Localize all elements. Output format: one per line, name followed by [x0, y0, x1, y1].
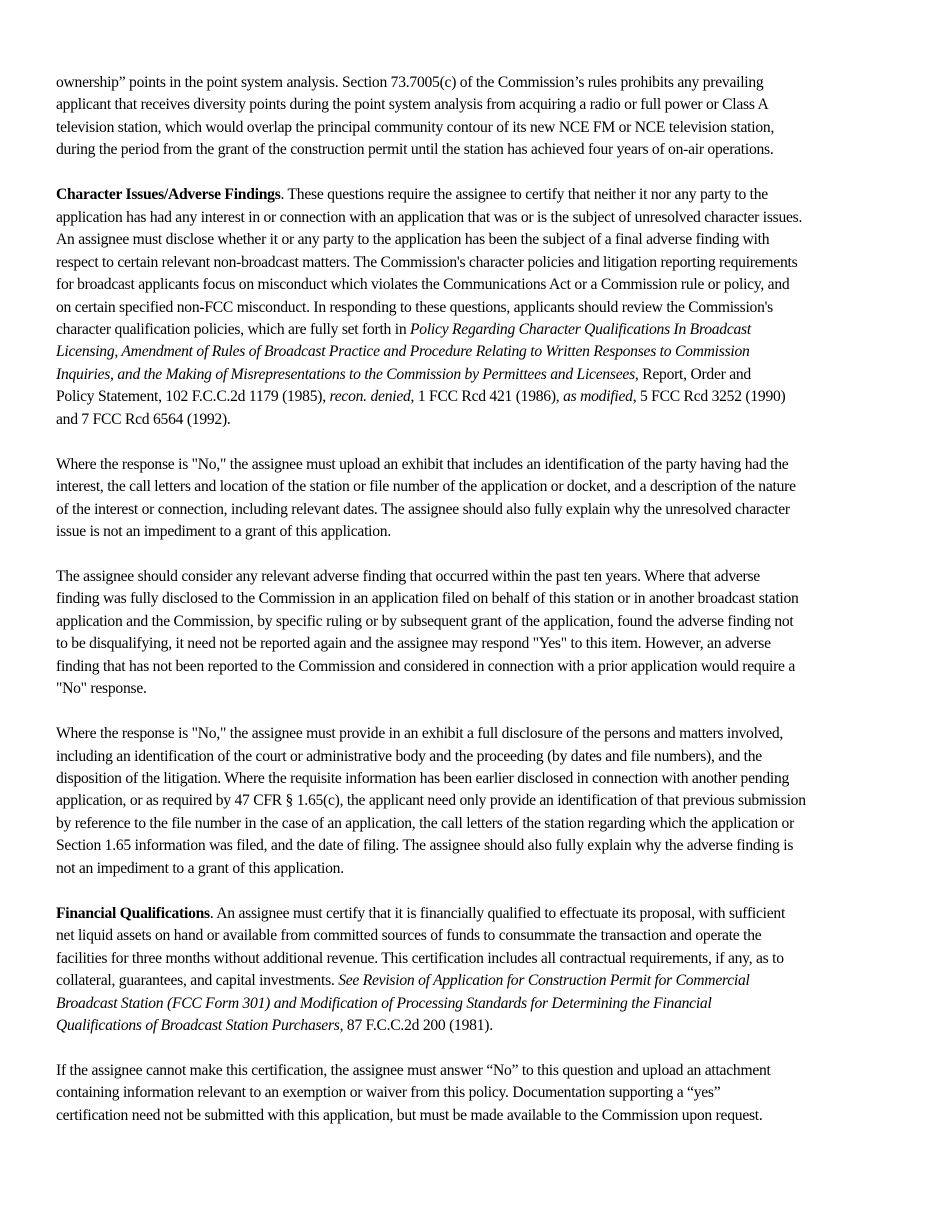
text-line: [56, 588, 916, 610]
text-segment: for broadcast applicants focus on misconduct which violates the Communications Act or a Commission rule or policy, and: [56, 276, 790, 294]
text-segment: , 5 FCC Rcd 3252 (1990): [632, 388, 786, 406]
text-segment: during the period from the grant of the construction permit until the station has achieved four years of on-air operations.: [56, 141, 774, 159]
text-line: [56, 499, 916, 521]
text-segment: television station, which would overlap the principal community contour of its new NCE FM or NCE television station,: [56, 118, 775, 136]
text-line: [56, 229, 916, 251]
section-heading: Financial Qualifications: [56, 904, 210, 922]
text-segment: . These questions require the assignee to certify that neither it nor any party to the: [280, 186, 768, 204]
text-line: [56, 813, 916, 835]
text-segment: finding was fully disclosed to the Commission in an application filed on behalf of this station or in another broadcast station: [56, 590, 799, 608]
citation-italic: Broadcast Station (FCC Form 301) and Modification of Processing Standards for Determining the Financial: [56, 994, 712, 1012]
text-segment: including an identification of the court or administrative body and the proceeding (by dates and file numbers), and the: [56, 747, 762, 765]
text-segment: on certain specified non-FCC misconduct. In responding to these questions, applicants should review the Commission's: [56, 298, 774, 316]
text-line: [56, 1082, 916, 1104]
text-line: [56, 1015, 916, 1037]
text-segment: character qualification policies, which are fully set forth in: [56, 320, 411, 338]
text-segment: facilities for three months without additional revenue. This certification includes all contractual requirements, if any, as to: [56, 949, 784, 967]
citation-italic: See Revision of Application for Construction Permit for Commercial: [338, 972, 750, 990]
text-segment: finding that has not been reported to the Commission and considered in connection with a prior application would require a: [56, 657, 796, 675]
text-segment: Policy Statement, 102 F.C.C.2d 1179 (1985),: [56, 388, 330, 406]
text-line: [56, 476, 916, 498]
text-segment: to be disqualifying, it need not be reported again and the assignee may respond "Yes" to this item. However, an adverse: [56, 635, 771, 653]
text-line: [56, 723, 916, 745]
text-segment: collateral, guarantees, and capital investments.: [56, 972, 339, 990]
citation-italic: Licensing, Amendment of Rules of Broadcast Practice and Procedure Relating to Written Responses to Commission: [56, 343, 750, 361]
financial-qualifications-paragraph: [56, 903, 916, 1038]
text-line: [56, 678, 916, 700]
text-segment: If the assignee cannot make this certification, the assignee must answer “No” to this question and upload an attachment: [56, 1061, 771, 1079]
ownership-points-paragraph: [56, 72, 916, 162]
text-segment: interest, the call letters and location of the station or file number of the application or docket, and a description of the nature: [56, 478, 796, 496]
text-segment: application and the Commission, by specific ruling or by subsequent grant of the application, found the adverse finding not: [56, 612, 794, 630]
text-segment: Where the response is "No," the assignee must provide in an exhibit a full disclosure of the persons and matters involved,: [56, 725, 784, 743]
text-line: [56, 1105, 916, 1127]
text-line: [56, 386, 916, 408]
citation-italic: as modified: [563, 388, 633, 406]
text-line: [56, 207, 916, 229]
section-heading: Character Issues/Adverse Findings: [56, 186, 281, 204]
text-line: [56, 948, 916, 970]
text-segment: Section 1.65 information was filed, and the date of filing. The assignee should also fully explain why the adverse finding is: [56, 837, 794, 855]
text-segment: respect to certain relevant non-broadcast matters. The Commission's character policies and litigation reporting requirements: [56, 253, 798, 271]
text-line: [56, 903, 916, 925]
text-segment: . An assignee must certify that it is financially qualified to effectuate its proposal, with sufficient: [209, 904, 786, 922]
text-line: [56, 72, 916, 94]
text-line: [56, 633, 916, 655]
document-page: [56, 72, 916, 1150]
citation-italic: Qualifications of Broadcast Station Purchasers: [56, 1016, 340, 1034]
certification-no-paragraph: [56, 1060, 916, 1127]
text-line: [56, 252, 916, 274]
text-segment: by reference to the file number in the case of an application, the call letters of the station regarding which the application or: [56, 814, 795, 832]
text-line: [56, 297, 916, 319]
citation-italic: recon. denied: [329, 388, 411, 406]
text-line: [56, 139, 916, 161]
response-no-disclosure-paragraph: [56, 723, 916, 880]
text-line: [56, 925, 916, 947]
text-segment: of the interest or connection, including relevant dates. The assignee should also fully explain why the unresolved character: [56, 500, 790, 518]
text-line: [56, 993, 916, 1015]
text-segment: Where the response is "No," the assignee must upload an exhibit that includes an identification of the party having had the: [56, 455, 789, 473]
text-line: [56, 409, 916, 431]
text-line: [56, 790, 916, 812]
text-segment: disposition of the litigation. Where the requisite information has been earlier disclosed in connection with another pending: [56, 769, 790, 787]
text-line: [56, 521, 916, 543]
text-line: [56, 454, 916, 476]
character-issues-paragraph: [56, 184, 916, 431]
text-segment: An assignee must disclose whether it or any party to the application has been the subject of a final adverse finding with: [56, 231, 770, 249]
text-segment: not an impediment to a grant of this application.: [56, 859, 344, 877]
text-line: [56, 611, 916, 633]
text-segment: , Report, Order and: [634, 365, 751, 383]
citation-italic: Policy Regarding Character Qualifications In Broadcast: [410, 320, 751, 338]
text-segment: , 87 F.C.C.2d 200 (1981).: [339, 1016, 493, 1034]
text-line: [56, 274, 916, 296]
text-segment: issue is not an impediment to a grant of this application.: [56, 523, 391, 541]
text-segment: application has had any interest in or connection with an application that was or is the subject of unresolved character issues.: [56, 208, 803, 226]
text-line: [56, 656, 916, 678]
citation-italic: Inquiries, and the Making of Misrepresentations to the Commission by Permittees and Licensees: [56, 365, 635, 383]
text-line: [56, 184, 916, 206]
text-line: [56, 746, 916, 768]
text-segment: applicant that receives diversity points during the point system analysis from acquiring a radio or full power or Class A: [56, 96, 769, 114]
text-segment: certification need not be submitted with this application, but must be made available to the Commission upon request.: [56, 1106, 763, 1124]
text-line: [56, 319, 916, 341]
text-line: [56, 970, 916, 992]
response-no-exhibit-paragraph: [56, 454, 916, 544]
adverse-finding-ten-years-paragraph: [56, 566, 916, 701]
text-segment: The assignee should consider any relevant adverse finding that occurred within the past ten years. Where that adverse: [56, 567, 760, 585]
text-segment: net liquid assets on hand or available from committed sources of funds to consummate the transaction and operate the: [56, 927, 762, 945]
text-line: [56, 117, 916, 139]
text-line: [56, 768, 916, 790]
text-line: [56, 858, 916, 880]
text-segment: application, or as required by 47 CFR § 1.65(c), the applicant need only provide an identification of that previous submission: [56, 792, 806, 810]
text-segment: and 7 FCC Rcd 6564 (1992).: [56, 410, 231, 428]
text-segment: ownership” points in the point system analysis. Section 73.7005(c) of the Commission’s rules prohibits any prevailing: [56, 74, 764, 91]
text-line: [56, 566, 916, 588]
text-line: [56, 341, 916, 363]
text-line: [56, 835, 916, 857]
text-segment: , 1 FCC Rcd 421 (1986),: [410, 388, 564, 406]
text-line: [56, 1060, 916, 1082]
text-segment: "No" response.: [56, 680, 147, 698]
text-line: [56, 94, 916, 116]
text-line: [56, 364, 916, 386]
text-segment: containing information relevant to an exemption or waiver from this policy. Documentation supporting a “yes”: [56, 1084, 721, 1102]
